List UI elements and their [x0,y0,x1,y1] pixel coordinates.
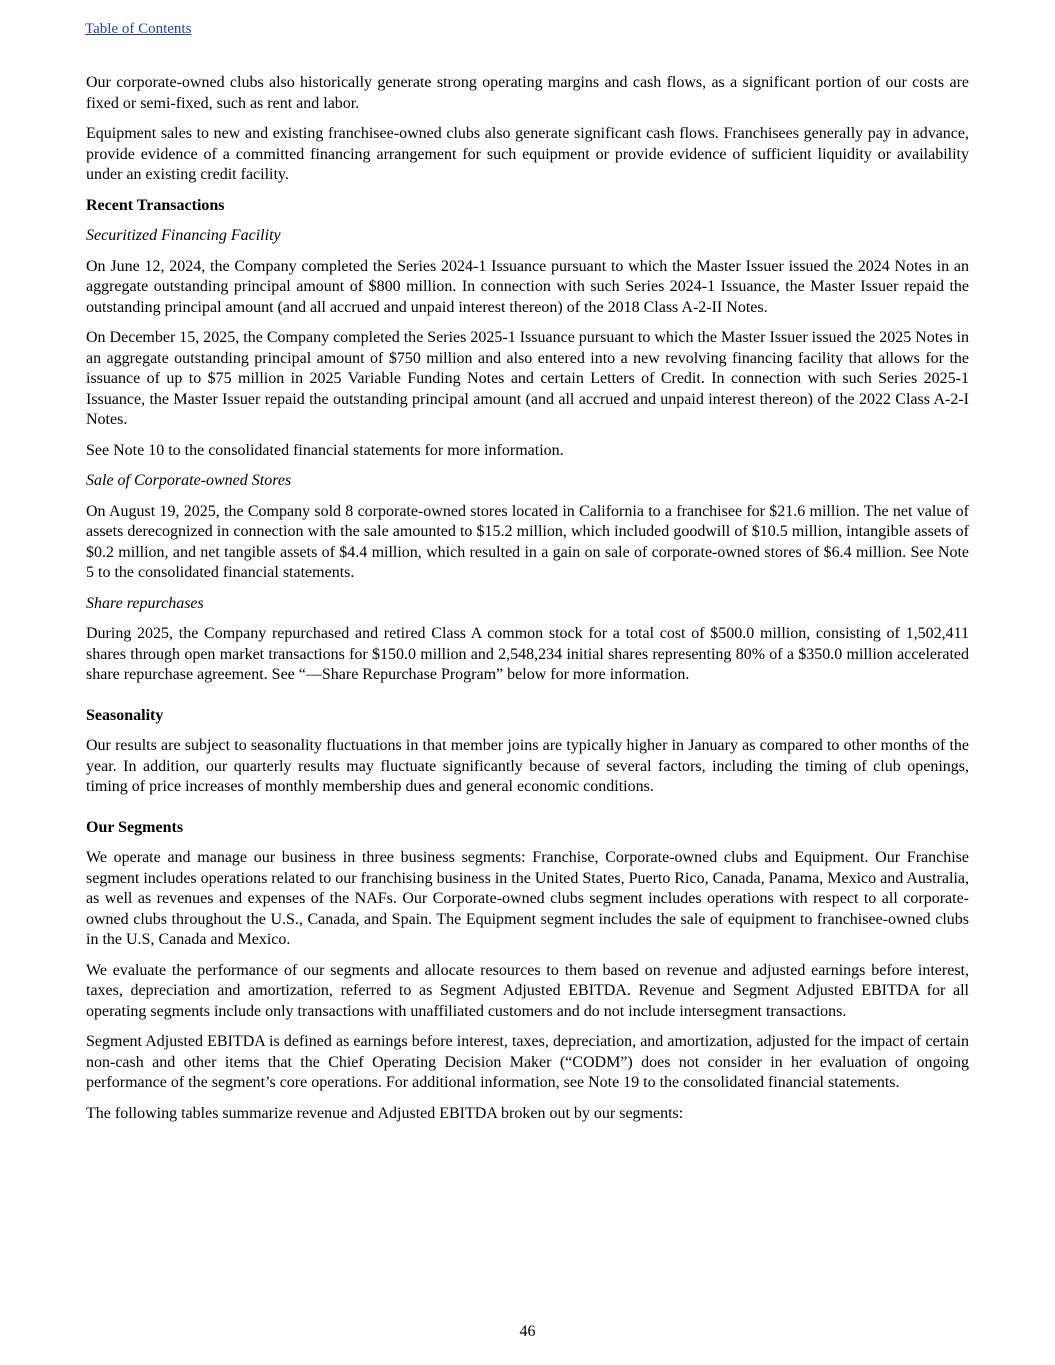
page-number: 46 [519,1323,536,1340]
heading-recent-transactions: Recent Transactions [86,196,225,214]
paragraph-segment-evaluation: We evaluate the performance of our segments and allocate resources to them based on revenue and adjusted earnings before interest, taxes, depreciation and amortization, referred to as Segment Adjusted EBITDA. Revenue and Segment Adjusted EBITDA for all operating segments include only transactions with unaffiliated customers and do not include intersegment transactions. [86,961,969,1020]
paragraph-store-sale: On August 19, 2025, the Company sold 8 corporate-owned stores located in California to a franchisee for $21.6 million. The net value of assets derecognized in connection with the sale amounted to $15.2 million, which included goodwill of $10.5 million, intangible assets of $0.2 million, and net tangible assets of $4.4 million, which resulted in a gain on sale of corporate-owned stores of $6.4 million. See Note 5 to the consolidated financial statements. [86,502,969,581]
paragraph-series-2025-1: On December 15, 2025, the Company completed the Series 2025-1 Issuance pursuant to which the Master Issuer issued the 2025 Notes in an aggregate outstanding principal amount of $750 million and also entered into a new revolving financing facility that allows for the issuance of up to $75 million in 2025 Variable Funding Notes and certain Letters of Credit. In connection with such Series 2025-1 Issuance, the Master Issuer repaid the outstanding principal amount (and all accrued and unpaid interest thereon) of the 2022 Class A-2-I Notes. [86,329,969,428]
heading-our-segments: Our Segments [86,818,184,836]
table-of-contents-link[interactable]: Table of Contents [85,21,192,37]
subheading-sale-of-stores: Sale of Corporate-owned Stores [86,472,292,489]
subheading-securitized-financing: Securitized Financing Facility [86,227,281,244]
heading-seasonality: Seasonality [86,706,164,724]
paragraph-segments-overview: We operate and manage our business in three business segments: Franchise, Corporate-owned clubs and Equipment. Our Franchise segment includes operations related to our franchising business in the United States, Puerto Rico, Canada, Panama, Mexico and Australia, as well as revenues and expenses of the NAFs. Our Corporate-owned clubs segment includes operations with respect to all corporate-owned clubs throughout the U.S., Canada, and Spain. The Equipment segment includes the sale of equipment to franchisee-owned clubs in the U.S, Canada and Mexico. [86,849,969,948]
document-body [86,73,969,1134]
paragraph-seasonality: Our results are subject to seasonality fluctuations in that member joins are typically higher in January as compared to other months of the year. In addition, our quarterly results may fluctuate significantly because of several factors, including the timing of club openings, timing of price increases of monthly membership dues and general economic conditions. [86,737,969,795]
subheading-share-repurchases: Share repurchases [86,594,204,612]
paragraph-see-note-10: See Note 10 to the consolidated financial statements for more information. [86,441,564,459]
paragraph-corporate-clubs-margins: Our corporate-owned clubs also historically generate strong operating margins and cash flows, as a significant portion of our costs are fixed or semi-fixed, such as rent and labor. [86,74,969,112]
paragraph-tables-intro: The following tables summarize revenue and Adjusted EBITDA broken out by our segments: [86,1104,684,1122]
paragraph-share-repurchases: During 2025, the Company repurchased and retired Class A common stock for a total cost of $500.0 million, consisting of 1,502,411 shares through open market transactions for $150.0 million and 2,548,234 initial shares representing 80% of a $350.0 million accelerated share repurchase agreement. See “—Share Repurchase Program” below for more information. [86,625,969,683]
paragraph-series-2024-1: On June 12, 2024, the Company completed the Series 2024-1 Issuance pursuant to which the Master Issuer issued the 2024 Notes in an aggregate outstanding principal amount of $800 million. In connection with such Series 2024-1 Issuance, the Master Issuer repaid the outstanding principal amount (and all accrued and unpaid interest thereon) of the 2018 Class A-2-II Notes. [86,257,969,316]
paragraph-segment-ebitda-definition: Segment Adjusted EBITDA is defined as earnings before interest, taxes, depreciation, and amortization, adjusted for the impact of certain non-cash and other items that the Chief Operating Decision Maker (“CODM”) does not consider in her evaluation of ongoing performance of the segment’s core operations. For additional information, see Note 19 to the consolidated financial statements. [86,1033,969,1091]
paragraph-equipment-sales: Equipment sales to new and existing franchisee-owned clubs also generate significant cash flows. Franchisees generally pay in advance, provide evidence of a committed financing arrangement for such equipment or provide evidence of sufficient liquidity or availability under an existing credit facility. [86,125,969,183]
